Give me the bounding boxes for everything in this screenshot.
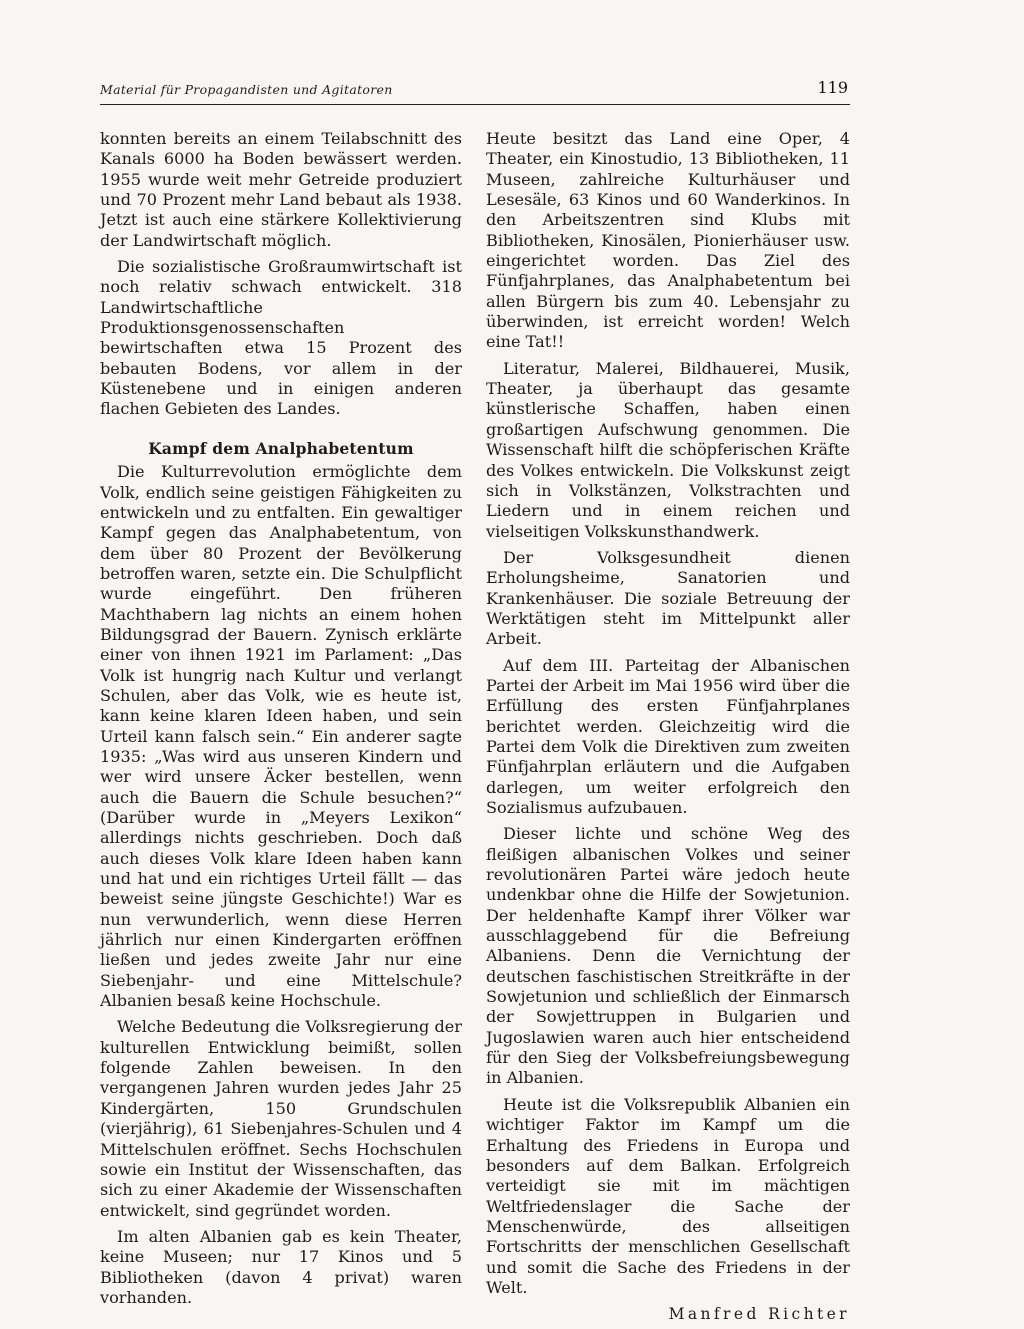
paragraph: Heute besitzt das Land eine Oper, 4 Theater, ein Kinostudio, 13 Bibliotheken, 11 Museen, zahlreiche Kulturhäuser und Lesesäle, 63 Kinos und 60 Wanderkinos. In den Arbeitszentren sind Klubs mit Bibliotheken, Kinosälen, Pionierhäuser usw. eingerichtet worden. Das Ziel des Fünfjahrplanes, das Analphabetentum bei allen Bürgern bis zum 40. Lebensjahr zu überwinden, ist erreicht worden! Welch eine Tat!! — [486, 129, 850, 352]
section-heading: Kampf dem Analphabetentum — [148, 438, 414, 458]
paragraph: Der Volksgesundheit dienen Erholungsheime, Sanatorien und Krankenhäuser. Die soziale Betreuung der Werktätigen steht im Mittelpunkt aller Arbeit. — [486, 547, 850, 649]
running-header — [100, 80, 850, 105]
left-column — [100, 129, 462, 1308]
paragraph: konnten bereits an einem Teilabschnitt des Kanals 6000 ha Boden bewässert werden. 1955 wurde weit mehr Getreide produziert und 70 Prozent mehr Land bebaut als 1938. Jetzt ist auch eine stärkere Kollektivierung der Landwirtschaft möglich. — [100, 129, 462, 250]
author-signature: Manfred Richter — [668, 1305, 850, 1324]
paragraph: Heute ist die Volksrepublik Albanien ein wichtiger Faktor im Kampf um die Erhaltung des Friedens in Europa und besonders auf dem Balkan. Erfolgreich verteidigt sie mit im mächtigen Weltfriedenslager die Sache der Menschenwürde, des allseitigen Fortschritts der menschlichen Gesellschaft und somit die Sache des Friedens in der Welt. — [486, 1094, 850, 1297]
paragraph: Im alten Albanien gab es kein Theater, keine Museen; nur 17 Kinos und 5 Bibliotheken (davon 4 privat) waren vorhanden. — [100, 1226, 462, 1307]
paragraph: Die Kulturrevolution ermöglichte dem Volk, endlich seine geistigen Fähigkeiten zu entwickeln und zu entfalten. Ein gewaltiger Kampf gegen das Analphabetentum, von dem über 80 Prozent der Bevölkerung betroffen waren, setzte ein. Die Schulpflicht wurde eingeführt. Den früheren Machthabern lag nichts an einem hohen Bildungsgrad der Bauern. Zynisch erklärte einer von ihnen 1921 im Parlament: „Das Volk ist hungrig nach Kultur und verlangt Schulen, aber das Volk, wie es heute ist, kann keine klaren Ideen haben, und sein Urteil kann falsch sein.“ Ein anderer sagte 1935: „Was wird aus unseren Kindern und wer wird unsere Äcker bestellen, wenn auch die Bauern die Schule besuchen?“ (Darüber wurde in „Meyers Lexikon“ allerdings nichts geschrieben. Doch daß auch dieses Volk klare Ideen haben kann und hat und ein richtiges Urteil fällt — das beweist seine jüngste Geschichte!) War es nun verwunderlich, wenn diese Herren jährlich nur einen Kindergarten eröffnen ließen und jedes zweite Jahr nur eine Siebenjahr- und eine Mittelschule? Albanien besaß keine Hochschule. — [100, 462, 462, 1011]
paragraph: Literatur, Malerei, Bildhauerei, Musik, Theater, ja überhaupt das gesamte künstlerische Schaffen, haben einen großartigen Aufschwung genommen. Die Wissenschaft hilft die schöpferischen Kräfte des Volkes entwickeln. Die Volkskunst zeigt sich in Volkstänzen, Volkstrachten und Liedern und in einem reichen und vielseitigen Volkskunsthandwerk. — [486, 358, 850, 541]
paragraph: Auf dem III. Parteitag der Albanischen Partei der Arbeit im Mai 1956 wird über die Erfüllung des ersten Fünfjahrplanes berichtet werden. Gleichzeitig wird die Partei dem Volk die Direktiven zum zweiten Fünfjahrplan erläutern und die Aufgaben darlegen, um weiter erfolgreich den Sozialismus aufzubauen. — [486, 655, 850, 817]
paragraph: Welche Bedeutung die Volksregierung der kulturellen Entwicklung beimißt, sollen folgende Zahlen beweisen. In den vergangenen Jahren wurden jedes Jahr 25 Kindergärten, 150 Grundschulen (vierjährig), 61 Siebenjahres-Schulen und 4 Mittelschulen eröffnet. Sechs Hochschulen sowie ein Institut der Wissenschaften, das sich zu einer Akademie der Wissenschaften entwickelt, sind gegründet worden. — [100, 1017, 462, 1220]
page-number: 119 — [817, 78, 848, 97]
paragraph: Die sozialistische Großraumwirtschaft ist noch relativ schwach entwickelt. 318 Landwirtschaftliche Produktionsgenossenschaften bewirtschaften etwa 15 Prozent des bebauten Bodens, vor allem in der Küstenebene und in einigen anderen flachen Gebieten des Landes. — [100, 257, 462, 419]
header-title: Material für Propagandisten und Agitatoren — [100, 82, 393, 97]
right-column — [486, 129, 850, 1325]
paragraph: Dieser lichte und schöne Weg des fleißigen albanischen Volkes und seiner revolutionären Partei wäre jedoch heute undenkbar ohne die Hilfe der Sowjetunion. Der heldenhafte Kampf ihrer Völker war ausschlaggebend für die Befreiung Albaniens. Denn die Vernichtung der deutschen faschistischen Streitkräfte in der Sowjetunion und schließlich der Einmarsch der Sowjettruppen in Bulgarien und Jugoslawien waren auch hier entscheidend für den Sieg der Volksbefreiungsbewegung in Albanien. — [486, 824, 850, 1088]
